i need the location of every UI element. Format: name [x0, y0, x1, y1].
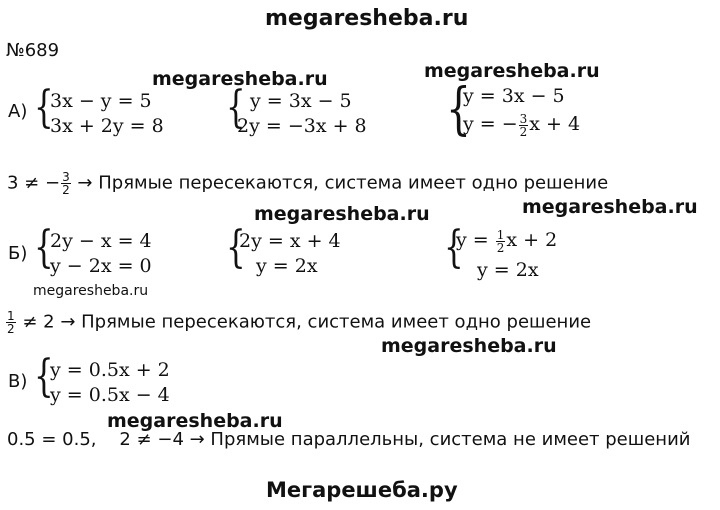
part-a-label: А) — [8, 101, 28, 122]
equation: y = 0.5x − 4 — [50, 384, 170, 406]
equation: 3x − y = 5 — [50, 90, 152, 112]
equation: y − 2x = 0 — [50, 255, 152, 277]
watermark: megaresheba.ru — [381, 335, 557, 357]
problem-number: №689 — [6, 40, 60, 61]
equation: y = − $\frac{3}{2}$ x + 4 — [463, 111, 581, 139]
part-b-label: Б) — [8, 243, 28, 264]
equation: y = $\frac{1}{2}$ x + 2 — [456, 227, 558, 255]
brace-icon: { — [444, 222, 464, 273]
equation: 3x + 2y = 8 — [50, 115, 164, 137]
watermark: megaresheba.ru — [424, 60, 600, 82]
brace-icon: { — [34, 82, 54, 133]
equation: y = 2x — [477, 259, 539, 281]
watermark: megaresheba.ru — [107, 410, 283, 432]
conclusion: $\frac{1}{2}$ ≠ 2 → Прямые пересекаются, система имеет одно решение — [7, 309, 592, 336]
conclusion: 3 ≠ − $\frac{3}{2}$ → Прямые пересекаются, система имеет одно решение — [7, 170, 609, 197]
header-site-title: megaresheba.ru — [265, 6, 469, 31]
equation: 2y = x + 4 — [239, 230, 341, 252]
brace-icon: { — [226, 82, 246, 133]
watermark: megaresheba.ru — [33, 283, 149, 299]
brace-icon: { — [34, 351, 54, 402]
part-v-label: В) — [8, 371, 28, 392]
equation: 2y − x = 4 — [50, 230, 152, 252]
brace-icon: { — [226, 222, 246, 273]
watermark: megaresheba.ru — [152, 68, 328, 90]
brace-icon: { — [446, 77, 471, 142]
footer-site-title: Мегарешеба.ру — [266, 478, 458, 502]
equation: y = 3x − 5 — [463, 85, 565, 107]
watermark: megaresheba.ru — [254, 203, 430, 225]
equation: y = 3x − 5 — [250, 90, 352, 112]
equation: y = 0.5x + 2 — [50, 359, 170, 381]
brace-icon: { — [34, 222, 54, 273]
watermark: megaresheba.ru — [522, 196, 698, 218]
conclusion: 0.5 = 0.5, 2 ≠ −4 → Прямые параллельны, система не имеет решений — [7, 429, 691, 450]
equation: y = 2x — [256, 255, 318, 277]
equation: 2y = −3x + 8 — [237, 115, 367, 137]
